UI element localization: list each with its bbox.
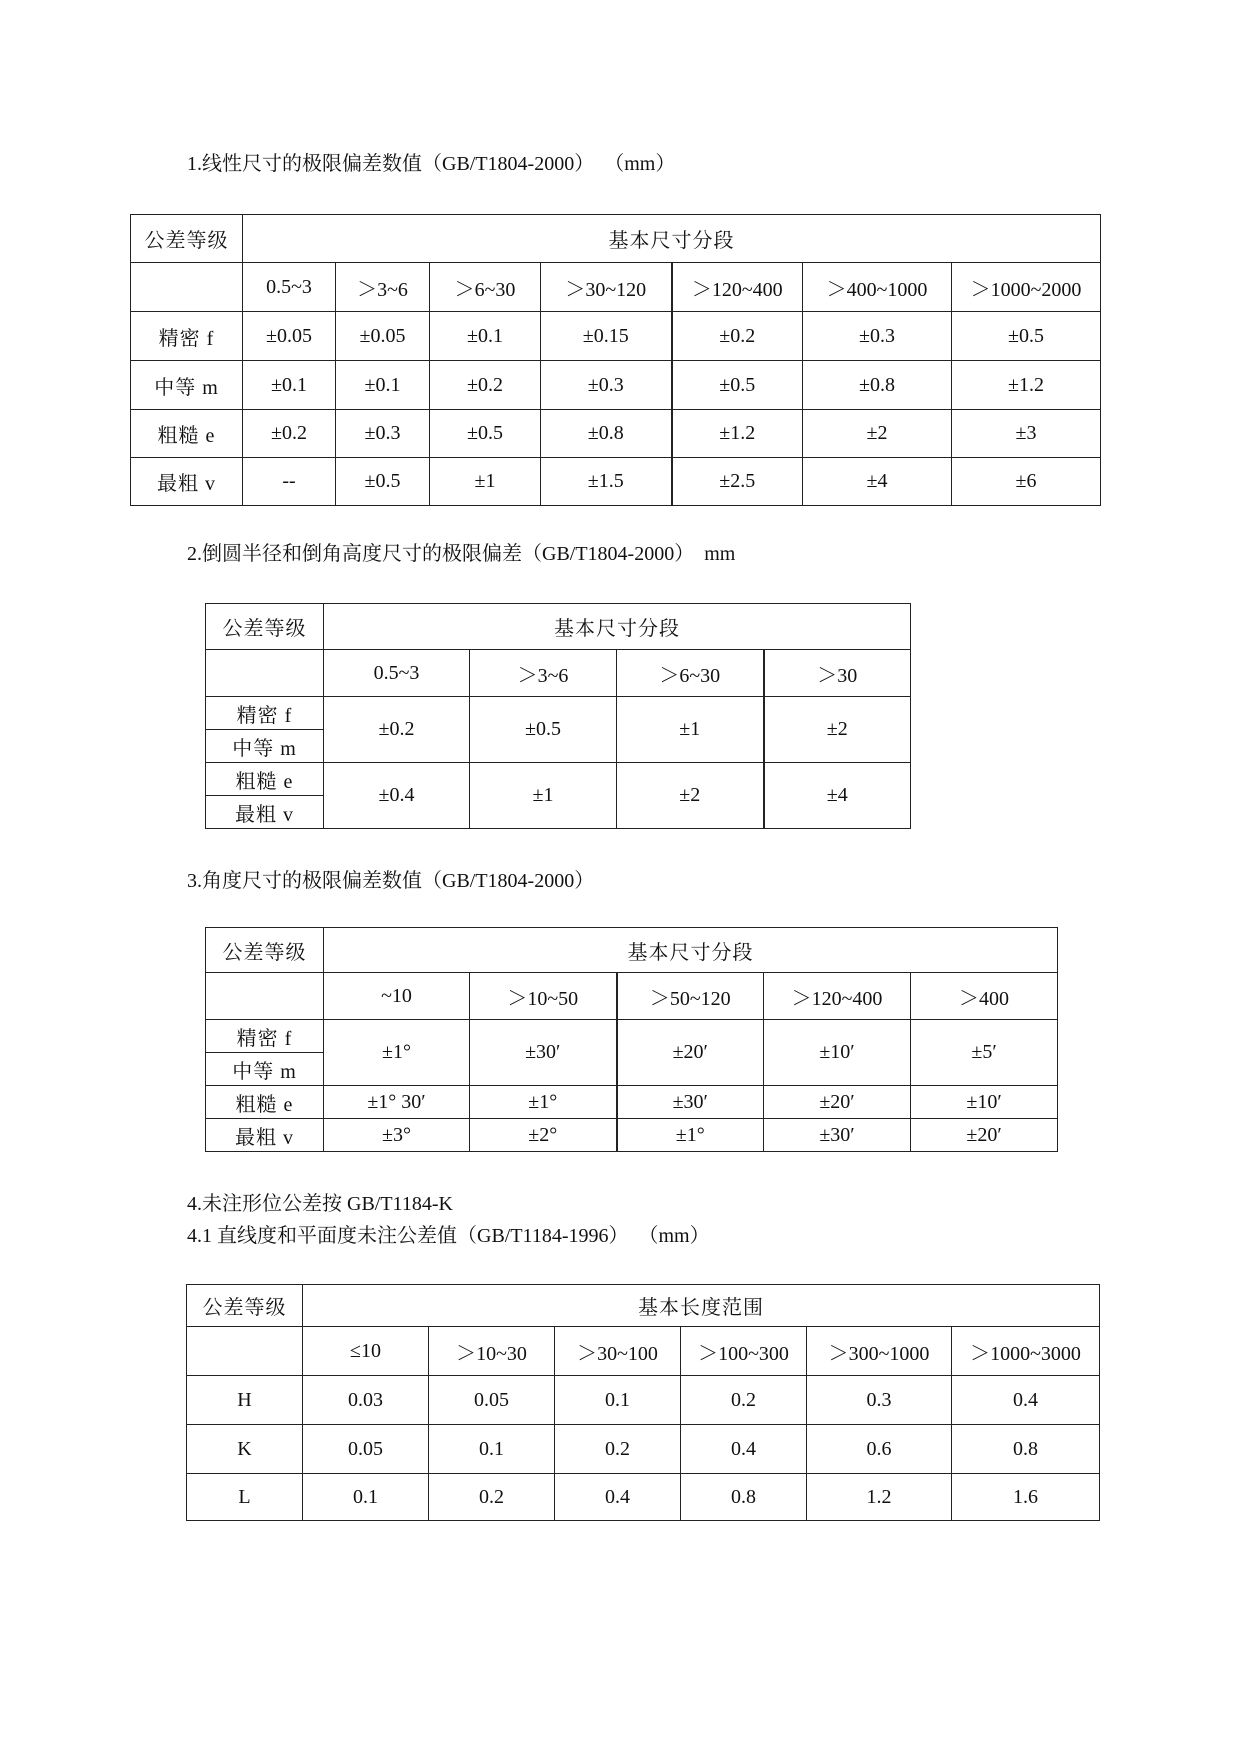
header-size-range-cell: 基本尺寸分段 xyxy=(324,604,911,650)
header-grade-cell: 公差等级 xyxy=(131,215,243,263)
grade-label: 粗糙 e xyxy=(206,763,324,796)
column-header: ＞400~1000 xyxy=(803,263,952,312)
column-header: ＞10~50 xyxy=(470,973,617,1020)
value-cell: ±0.2 xyxy=(324,697,470,763)
value-cell: 0.03 xyxy=(303,1376,429,1425)
value-cell: ±20′ xyxy=(617,1020,764,1086)
header-size-range-cell: 基本尺寸分段 xyxy=(243,215,1101,263)
table-row xyxy=(131,410,1101,458)
table-row xyxy=(206,1086,1058,1119)
value-cell: ±1 xyxy=(470,763,617,829)
section-4-1-heading: 4.1 直线度和平面度未注公差值（GB/T1184-1996） （mm） xyxy=(187,1225,710,1247)
value-cell: ±0.8 xyxy=(541,410,672,458)
value-cell: ±0.1 xyxy=(430,312,541,361)
value-cell: ±1 xyxy=(430,458,541,506)
grade-label: 中等 m xyxy=(206,730,324,763)
value-cell: 0.3 xyxy=(807,1376,952,1425)
section-4-heading: 4.未注形位公差按 GB/T1184-K xyxy=(187,1193,453,1215)
value-cell: 0.2 xyxy=(681,1376,807,1425)
column-header: 0.5~3 xyxy=(324,650,470,697)
value-cell: ±0.5 xyxy=(430,410,541,458)
value-cell: 0.05 xyxy=(303,1425,429,1474)
value-cell: 0.4 xyxy=(952,1376,1100,1425)
section-1-heading: 1.线性尺寸的极限偏差数值（GB/T1804-2000） （mm） xyxy=(187,153,676,175)
empty-corner-cell xyxy=(187,1327,303,1376)
value-cell: ±0.05 xyxy=(336,312,430,361)
grade-label: 精密 f xyxy=(131,312,243,361)
table-row xyxy=(206,1020,1058,1053)
value-cell: ±2.5 xyxy=(672,458,803,506)
value-cell: ±0.15 xyxy=(541,312,672,361)
value-cell: ±0.1 xyxy=(336,361,430,410)
column-header: 0.5~3 xyxy=(243,263,336,312)
column-header: ＞120~400 xyxy=(672,263,803,312)
chamfer-tolerance-table xyxy=(205,603,911,829)
value-cell: ±2 xyxy=(764,697,911,763)
header-grade-cell: 公差等级 xyxy=(206,604,324,650)
column-header: ＞100~300 xyxy=(681,1327,807,1376)
value-cell: ±20′ xyxy=(911,1119,1058,1152)
value-cell: 1.2 xyxy=(807,1474,952,1521)
value-cell: ±1.2 xyxy=(952,361,1101,410)
value-cell: ±4 xyxy=(764,763,911,829)
value-cell: 0.8 xyxy=(952,1425,1100,1474)
column-header: ~10 xyxy=(324,973,470,1020)
column-header: ＞3~6 xyxy=(470,650,617,697)
value-cell: -- xyxy=(243,458,336,506)
column-header: ＞30~100 xyxy=(555,1327,681,1376)
table-row xyxy=(131,458,1101,506)
value-cell: 0.6 xyxy=(807,1425,952,1474)
value-cell: ±0.2 xyxy=(672,312,803,361)
value-cell: 1.6 xyxy=(952,1474,1100,1521)
value-cell: 0.8 xyxy=(681,1474,807,1521)
value-cell: 0.4 xyxy=(555,1474,681,1521)
value-cell: 0.1 xyxy=(303,1474,429,1521)
column-header: ＞3~6 xyxy=(336,263,430,312)
value-cell: ±0.5 xyxy=(470,697,617,763)
value-cell: ±30′ xyxy=(764,1119,911,1152)
header-length-range-cell: 基本长度范围 xyxy=(303,1285,1100,1327)
column-header: ＞300~1000 xyxy=(807,1327,952,1376)
grade-label: H xyxy=(187,1376,303,1425)
table-row xyxy=(187,1425,1100,1474)
value-cell: ±3 xyxy=(952,410,1101,458)
value-cell: ±30′ xyxy=(617,1086,764,1119)
table-row xyxy=(206,1119,1058,1152)
value-cell: 0.1 xyxy=(429,1425,555,1474)
angle-tolerance-table xyxy=(205,927,1058,1152)
empty-corner-cell xyxy=(206,973,324,1020)
grade-label: 中等 m xyxy=(131,361,243,410)
grade-label: 精密 f xyxy=(206,1020,324,1053)
value-cell: ±0.5 xyxy=(952,312,1101,361)
value-cell: ±0.2 xyxy=(243,410,336,458)
column-header: ＞30 xyxy=(764,650,911,697)
value-cell: ±6 xyxy=(952,458,1101,506)
value-cell: ±0.1 xyxy=(243,361,336,410)
value-cell: ±1.2 xyxy=(672,410,803,458)
column-header: ≤10 xyxy=(303,1327,429,1376)
value-cell: ±0.5 xyxy=(672,361,803,410)
value-cell: ±0.3 xyxy=(541,361,672,410)
grade-label: 粗糙 e xyxy=(131,410,243,458)
empty-corner-cell xyxy=(206,650,324,697)
value-cell: 0.2 xyxy=(429,1474,555,1521)
value-cell: ±0.3 xyxy=(336,410,430,458)
value-cell: 0.1 xyxy=(555,1376,681,1425)
value-cell: ±1° xyxy=(324,1020,470,1086)
table-row xyxy=(187,1376,1100,1425)
value-cell: ±0.4 xyxy=(324,763,470,829)
section-2-heading: 2.倒圆半径和倒角高度尺寸的极限偏差（GB/T1804-2000） mm xyxy=(187,543,736,565)
value-cell: 0.2 xyxy=(555,1425,681,1474)
table-row xyxy=(206,763,911,796)
value-cell: ±0.8 xyxy=(803,361,952,410)
value-cell: 0.05 xyxy=(429,1376,555,1425)
straightness-flatness-table xyxy=(186,1284,1100,1521)
table-row xyxy=(131,361,1101,410)
grade-label: L xyxy=(187,1474,303,1521)
value-cell: ±1° xyxy=(617,1119,764,1152)
header-grade-cell: 公差等级 xyxy=(187,1285,303,1327)
header-size-range-cell: 基本尺寸分段 xyxy=(324,928,1058,973)
column-header: ＞30~120 xyxy=(541,263,672,312)
value-cell: ±1° 30′ xyxy=(324,1086,470,1119)
value-cell: ±10′ xyxy=(911,1086,1058,1119)
header-grade-cell: 公差等级 xyxy=(206,928,324,973)
grade-label: 最粗 v xyxy=(131,458,243,506)
linear-tolerance-table xyxy=(130,214,1101,506)
value-cell: ±2 xyxy=(617,763,764,829)
value-cell: ±0.2 xyxy=(430,361,541,410)
value-cell: ±1° xyxy=(470,1086,617,1119)
column-header: ＞6~30 xyxy=(430,263,541,312)
value-cell: ±0.5 xyxy=(336,458,430,506)
value-cell: 0.4 xyxy=(681,1425,807,1474)
value-cell: ±2° xyxy=(470,1119,617,1152)
empty-corner-cell xyxy=(131,263,243,312)
value-cell: ±10′ xyxy=(764,1020,911,1086)
grade-label: 中等 m xyxy=(206,1053,324,1086)
grade-label: 最粗 v xyxy=(206,1119,324,1152)
value-cell: ±20′ xyxy=(764,1086,911,1119)
grade-label: 最粗 v xyxy=(206,796,324,829)
table-row xyxy=(131,312,1101,361)
table-row xyxy=(206,697,911,730)
column-header: ＞10~30 xyxy=(429,1327,555,1376)
value-cell: ±3° xyxy=(324,1119,470,1152)
value-cell: ±0.05 xyxy=(243,312,336,361)
column-header: ＞1000~3000 xyxy=(952,1327,1100,1376)
table-row xyxy=(187,1474,1100,1521)
grade-label: 精密 f xyxy=(206,697,324,730)
section-3-heading: 3.角度尺寸的极限偏差数值（GB/T1804-2000） xyxy=(187,870,595,892)
grade-label: K xyxy=(187,1425,303,1474)
value-cell: ±4 xyxy=(803,458,952,506)
column-header: ＞1000~2000 xyxy=(952,263,1101,312)
value-cell: ±1 xyxy=(617,697,764,763)
grade-label: 粗糙 e xyxy=(206,1086,324,1119)
value-cell: ±2 xyxy=(803,410,952,458)
value-cell: ±5′ xyxy=(911,1020,1058,1086)
value-cell: ±1.5 xyxy=(541,458,672,506)
column-header: ＞6~30 xyxy=(617,650,764,697)
value-cell: ±30′ xyxy=(470,1020,617,1086)
value-cell: ±0.3 xyxy=(803,312,952,361)
column-header: ＞50~120 xyxy=(617,973,764,1020)
column-header: ＞120~400 xyxy=(764,973,911,1020)
column-header: ＞400 xyxy=(911,973,1058,1020)
